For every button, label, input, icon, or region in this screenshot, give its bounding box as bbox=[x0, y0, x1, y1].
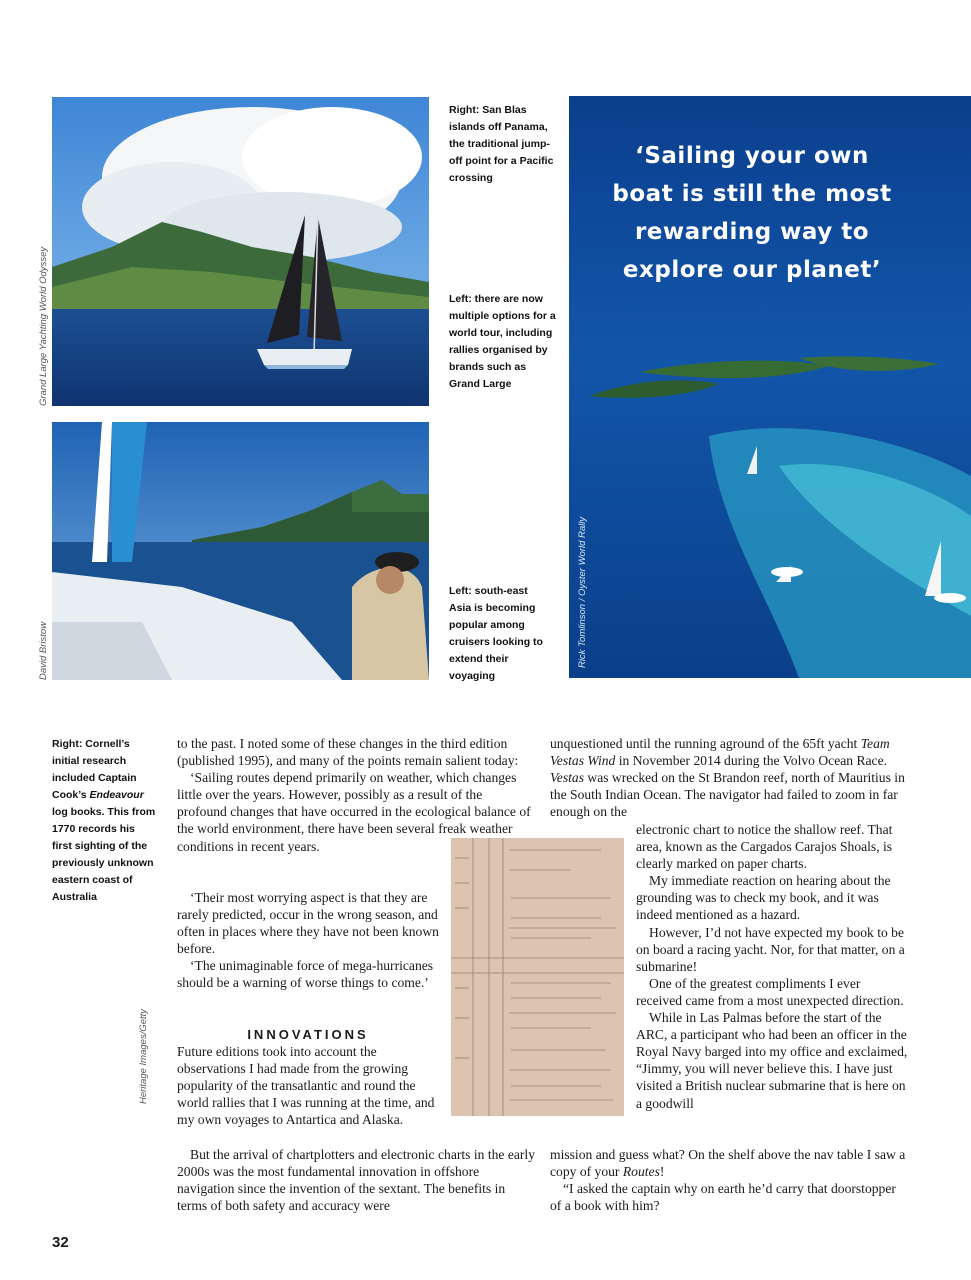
caption-cornell-pre: Right: Cornell’s initial research included Captain Cook’s bbox=[52, 738, 137, 801]
column-2-narrow bbox=[177, 889, 439, 992]
col3-p1b: Team Vestas Wind bbox=[550, 736, 890, 769]
col2-paragraph-6: But the arrival of chartplotters and electronic charts in the early 2000s was the most fundamental innovation in offshore navigation since the invention of the sextant. The benefits in terms of both safety and accuracy were bbox=[177, 1147, 535, 1214]
col2-paragraph-5: Future editions took into account the observations I had made from the growing popularity of the transatlantic and round the world rallies that I was running at the time, and my own voyages to Antartica and Alaska. bbox=[177, 1044, 435, 1128]
col3-paragraph-5-cont bbox=[550, 1146, 910, 1180]
col3-p1c: in November 2014 during the Volvo Ocean Race. bbox=[615, 753, 888, 769]
column-3-narrow bbox=[636, 821, 908, 1112]
column-3-bottom bbox=[550, 1146, 910, 1214]
col3-paragraph-4: One of the greatest compliments I ever received came from a most unexpected direction. bbox=[636, 975, 904, 1008]
credit-rick-tomlinson: Rick Tomlinson / Oyster World Rally bbox=[577, 516, 588, 668]
col3-p5c: Routes bbox=[622, 1164, 660, 1180]
caption-cornell-post: log books. This from 1770 records his first sighting of the previously unknown eastern coast of Australia bbox=[52, 806, 156, 903]
col2-paragraph-2-text: ‘Sailing routes depend primarily on weather, which changes little over the years. However, possibly as a result of the profound changes that have occurred in the ecological balance of the world environment, there have been several freak weather conditions in recent years. bbox=[177, 770, 531, 854]
col3-paragraph-6: “I asked the captain why on earth he’d carry that doorstopper of a book with him? bbox=[550, 1181, 896, 1214]
column-3-top bbox=[550, 735, 910, 820]
credit-heritage: Heritage Images/Getty bbox=[138, 1008, 149, 1104]
col2-paragraph-3: ‘Their most worrying aspect is that they are rarely predicted, occur in the wrong season, and often in places where they have not been known before. bbox=[177, 890, 439, 957]
col3-p1e: was wrecked on the St Brandon reef, north of Mauritius in the South Indian Ocean. The navigator had failed to zoom in far enough on the bbox=[550, 770, 905, 820]
col2-paragraph-2 bbox=[177, 769, 535, 854]
caption-san-blas: Right: San Blas islands off Panama, the traditional jump-off point for a Pacific crossing bbox=[449, 104, 554, 184]
catamaran-photo bbox=[52, 97, 429, 406]
page-number: 32 bbox=[52, 1234, 69, 1251]
col3-paragraph-2: My immediate reaction on hearing about the grounding was to check my book, and it was indeed mentioned as a hazard. bbox=[636, 873, 891, 923]
col3-p1a: unquestioned until the running aground of the 65ft yacht bbox=[550, 736, 861, 751]
column-2-top bbox=[177, 735, 535, 855]
col2-paragraph-4: ‘The unimaginable force of mega-hurricanes should be a warning of worse things to come.’ bbox=[177, 958, 434, 991]
yacht-bow-photo bbox=[52, 422, 429, 680]
col3-paragraph-1-cont: electronic chart to notice the shallow reef. That area, known as the Cargados Carajos Shoals, is clearly marked on paper charts. bbox=[636, 822, 893, 872]
col3-paragraph-3: However, I’d not have expected my book to be on board a racing yacht. Nor, for that matter, on a submarine! bbox=[636, 924, 905, 974]
credit-david-bristow: David Bristow bbox=[38, 621, 49, 680]
caption-se-asia: Left: south-east Asia is becoming popular among cruisers looking to extend their voyaging bbox=[449, 585, 543, 682]
col3-p5b: mission and guess what? On the shelf above the nav table I saw a copy of your bbox=[550, 1147, 906, 1180]
caption-cornell bbox=[52, 736, 157, 906]
col3-p1d: Vestas bbox=[550, 770, 584, 786]
column-2-bottom bbox=[177, 1146, 535, 1214]
column-2-after-heading bbox=[177, 1043, 439, 1128]
caption-cornell-em: Endeavour bbox=[89, 789, 144, 801]
pull-quote: ‘Sailing your own boat is still the most rewarding way to explore our planet’ bbox=[612, 143, 892, 283]
caption-world-tour: Left: there are now multiple options for a world tour, including rallies organised by brands such as Grand Large bbox=[449, 293, 556, 390]
col3-paragraph-1 bbox=[550, 735, 910, 820]
logbook-image bbox=[451, 838, 624, 1116]
col2-paragraph-1: to the past. I noted some of these changes in the third edition (published 1995), and many of the points remain salient today: bbox=[177, 736, 519, 769]
section-heading-innovations: INNOVATIONS bbox=[247, 1027, 369, 1042]
credit-grand-large: Grand Large Yachting World Odyssey bbox=[38, 246, 49, 406]
col3-p5d: ! bbox=[659, 1164, 665, 1180]
col3-paragraph-5: While in Las Palmas before the start of the ARC, a participant who had been an officer in the Royal Navy barged into my office and exclaimed, “Jimmy, you will never believe this. I have just visited a British nuclear submarine that is here on a goodwill bbox=[636, 1010, 908, 1111]
